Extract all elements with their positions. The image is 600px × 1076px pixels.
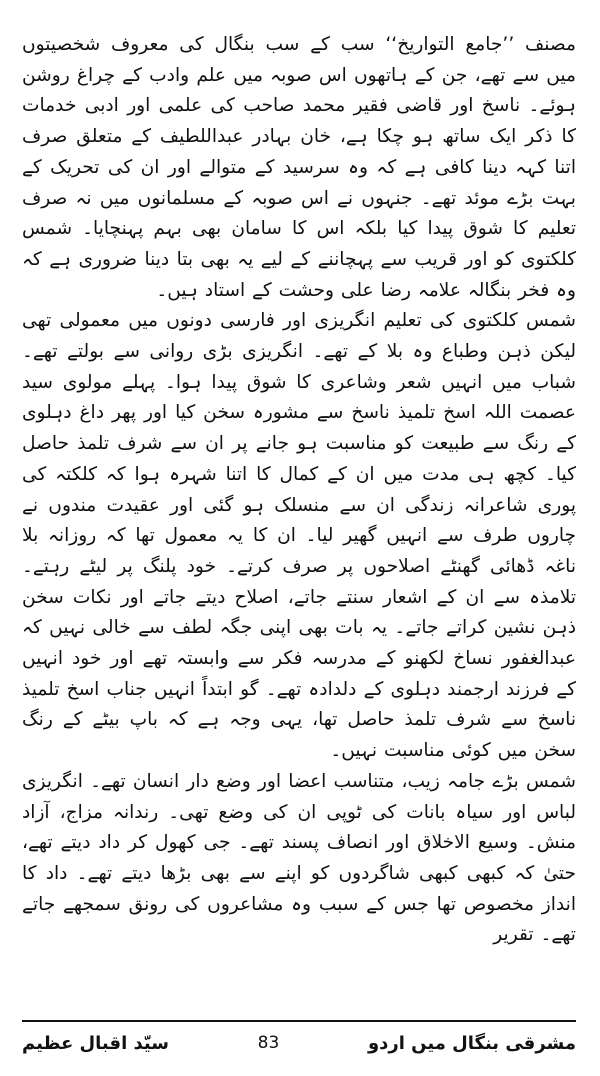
page-footer (22, 1028, 576, 1058)
footer-book-title: مشرقی بنگال میں اردو (367, 1032, 576, 1054)
paragraph-3: شمس بڑے جامہ زیب، متناسب اعضا اور وضع دار انسان تھے۔ انگریزی لباس اور سیاہ بانات کی ٹوپی ان کی وضع تھی۔ رندانہ مزاج، آزاد منش۔ وسیع الاخلاق اور انصاف پسند تھے۔ جی کھول کر داد دیتے تھے، حتیٰ کہ کبھی کبھی شاگردوں کو اپنے سے بھی بڑھا دیتے تھے۔ داد کا انداز مخصوص تھا جس کے سبب وہ مشاعروں کی رونق سمجھے جاتے تھے۔ تقریر (22, 770, 576, 946)
body-text (22, 30, 576, 951)
page-number: 83 (257, 1033, 280, 1053)
paragraph-2: شمس کلکتوی کی تعلیم انگریزی اور فارسی دونوں میں معمولی تھی لیکن ذہن وطباع وہ بلا کے تھے۔ انگریزی بڑی روانی سے بولتے تھے۔ شباب میں انہیں شعر وشاعری کا شوق پیدا ہوا۔ پہلے مولوی سید عصمت اللہ اسخ تلمیذ ناسخ سے مشورہ سخن کیا اور پھر داغ دہلوی کے رنگ سے طبیعت کو مناسبت ہو جانے پر ان سے شرف تلمذ حاصل کیا۔ کچھ ہی مدت میں ان کے کمال کا اتنا شہرہ ہوا کہ کلکتہ کی پوری شاعرانہ زندگی ان سے منسلک ہو گئی اور عقیدت مندوں نے چاروں طرف سے انہیں گھیر لیا۔ ان کا یہ معمول تھا کہ روزانہ بلا ناغہ ڈھائی گھنٹے اصلاحوں پر صرف کرتے۔ خود پلنگ پر لیٹے رہتے۔ تلامذہ سے ان کے اشعار سنتے جاتے، اصلاح دیتے جاتے اور نکات سخن ذہن نشین کراتے جاتے۔ یہ بات بھی اپنی جگہ لطف سے خالی نہیں کہ عبدالغفور نساخ لکھنو کے مدرسہ فکر سے وابستہ تھے اور خود انہیں کے فرزند ارجمند دہلوی کے دلدادہ تھے۔ گو ابتداً انہیں جناب اسخ تلمیذ ناسخ سے شرف تلمذ حاصل تھا، یہی وجہ ہے کہ باپ بیٹے کے رنگ سخن میں کوئی مناسبت نہیں۔ (22, 310, 576, 762)
paragraph-1: مصنف ’’جامع التواریخ‘‘ سب کے سب بنگال کی معروف شخصیتوں میں سے تھے، جن کے ہاتھوں اس صوبہ میں علم وادب کے چراغ روشن ہوئے۔ ناسخ اور قاضی فقیر محمد صاحب کی علمی اور ادبی خدمات کا ذکر ایک ساتھ ہو چکا ہے، خان بہادر عبداللطیف کے متعلق صرف اتنا کہہ دینا کافی ہے کہ وہ سرسید کے متوالے اور ان کی تحریک کے بہت بڑے موئد تھے۔ جنہوں نے اس صوبہ کے مسلمانوں میں نہ صرف تعلیم کا شوق پیدا کیا بلکہ اس کا سامان بھی بہم پہنچایا۔ شمس کلکتوی کو اور قریب سے پہچاننے کے لیے یہ بھی بتا دینا ضروری ہے کہ وہ فخر بنگالہ علامہ رضا علی وحشت کے استاد ہیں۔ (22, 34, 576, 301)
footer-rule (22, 1020, 576, 1022)
footer-author: سیّد اقبال عظیم (22, 1032, 169, 1054)
